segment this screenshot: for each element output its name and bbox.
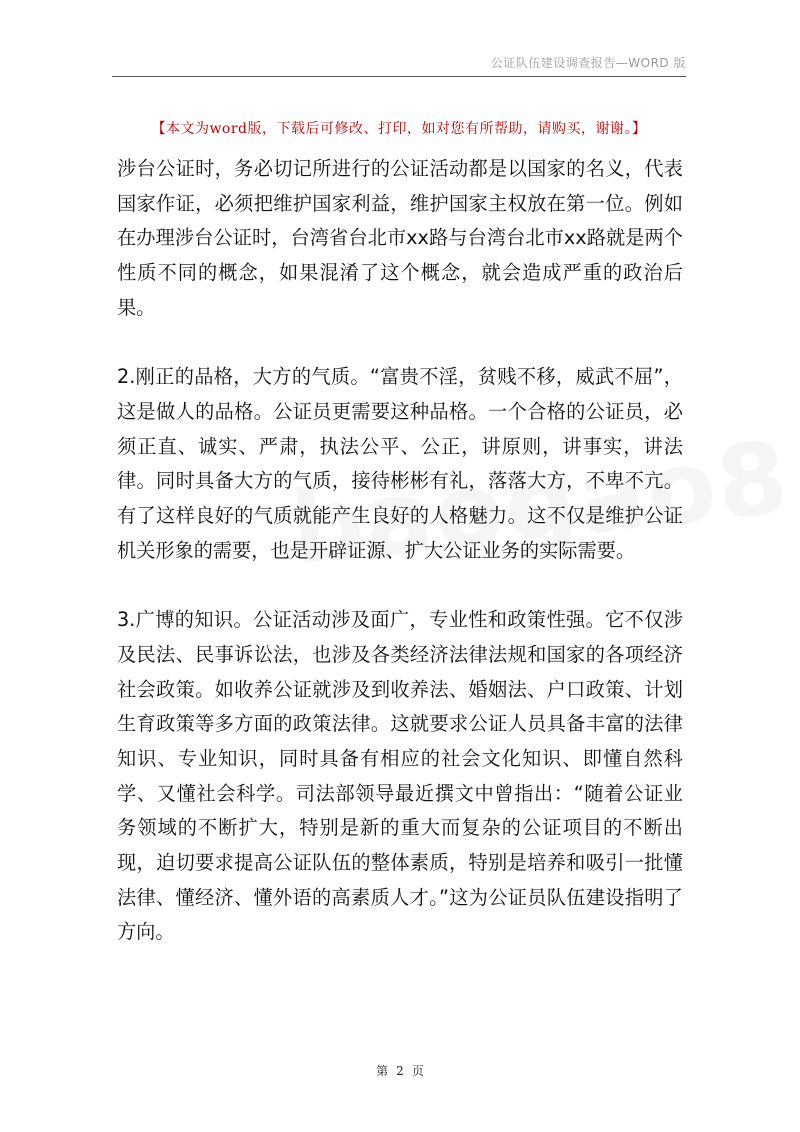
document-body xyxy=(117,152,683,950)
header-title: 公证队伍建设调查报告—WORD 版 xyxy=(490,56,686,70)
page-header xyxy=(112,50,686,77)
paragraph-1: 涉台公证时，务必切记所进行的公证活动都是以国家的名义，代表国家作证，必须把维护国家利益，维护国家主权放在第一位。例如在办理涉台公证时，台湾省台北市xx路与台湾台北市xx路就是两个性质不同的概念，如果混淆了这个概念，就会造成严重的政治后果。 xyxy=(117,157,683,319)
purchase-notice: 【本文为word版，下载后可修改、打印，如对您有所帮助，请购买，谢谢。】 xyxy=(151,121,647,137)
page-number: 2 xyxy=(396,1064,404,1078)
page-number-prefix: 第 xyxy=(376,1064,389,1078)
page-footer xyxy=(0,1062,800,1079)
paragraph-2: 2.刚正的品格，大方的气质。“富贵不淫，贫贱不移，威武不屈”，这是做人的品格。公证员更需要这种品格。一个合格的公证员，必须正直、诚实、严肃，执法公平、公正，讲原则，讲事实，讲法律。同时具备大方的气质，接待彬彬有礼，落落大方，不卑不亢。有了这样良好的气质就能产生良好的人格魅力。这不仅是维护公证机关形象的需要，也是开辟证源、扩大公证业务的实际需要。 xyxy=(117,365,683,562)
page-number-suffix: 页 xyxy=(411,1064,424,1078)
paragraph-3: 3.广博的知识。公证活动涉及面广，专业性和政策性强。它不仅涉及民法、民事诉讼法，也涉及各类经济法律法规和国家的各项经济社会政策。如收养公证就涉及到收养法、婚姻法、户口政策、计划生育政策等多方面的政策法律。这就要求公证人员具备丰富的法律知识、专业知识，同时具备有相应的社会文化知识、即懂自然科学、又懂社会科学。司法部领导最近撰文中曾指出：“随着公证业务领域的不断扩大，特别是新的重大而复杂的公证项目的不断出现，迫切要求提高公证队伍的整体素质，特别是培养和吸引一批懂法律、懂经济、懂外语的高素质人才。”这为公证员队伍建设指明了方向。 xyxy=(117,608,683,944)
